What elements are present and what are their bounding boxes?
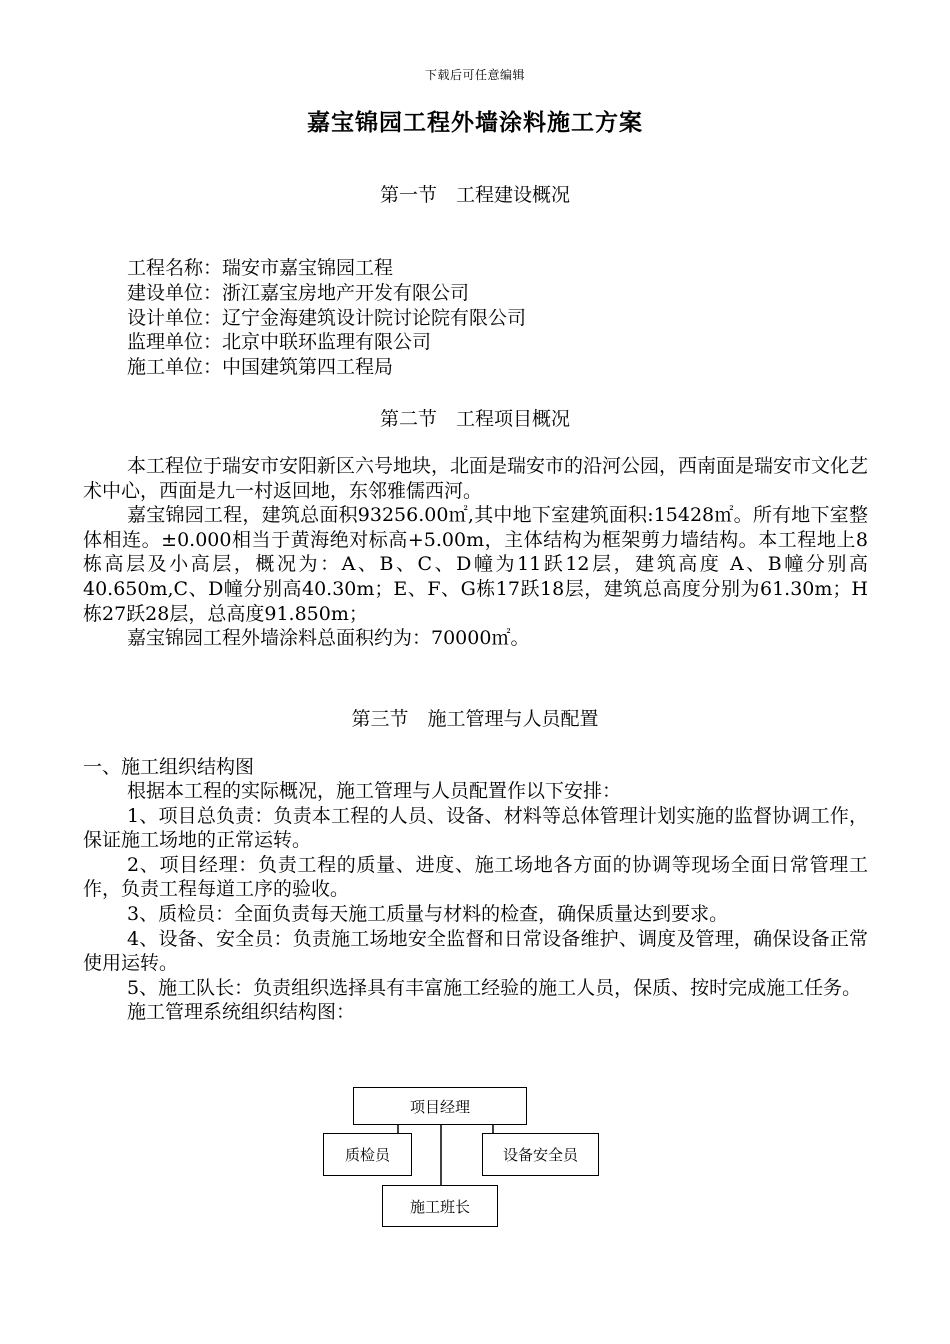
role-safety-officer: 4、设备、安全员：负责施工场地安全监督和日常设备维护、调度及管理，确保设备正常使用运转。 [83, 927, 868, 975]
org-box-safety-officer: 设备安全员 [482, 1133, 599, 1176]
coating-area-paragraph: 嘉宝锦园工程外墙涂料总面积约为：70000㎡。 [127, 627, 530, 650]
section3-subheading: 一、施工组织结构图 [83, 756, 255, 778]
overview-paragraph: 嘉宝锦园工程，建筑总面积93256.00㎡,其中地下室建筑面积:15428㎡。所有地下室整体相连。±0.000相当于黄海绝对标高+5.00m，主体结构为框架剪力墙结构。本工程地上8栋高层及小高层，概况为：A、B、C、D幢为11跃12层，建筑高度 A、B幢分别高40.650m,C、D幢分别高40.30m；E、F、G栋17跃18层，建筑总高度分别为61.30m；H栋27跃28层，总高度91.850m； [83, 504, 868, 625]
construction-unit: 建设单位：浙江嘉宝房地产开发有限公司 [127, 282, 470, 304]
project-name: 工程名称：瑞安市嘉宝锦园工程 [127, 257, 394, 279]
section1-heading: 第一节 工程建设概况 [379, 184, 570, 206]
section2-heading: 第二节 工程项目概况 [379, 408, 570, 430]
header-note: 下载后可任意编辑 [424, 68, 525, 82]
role-project-manager: 2、项目经理：负责工程的质量、进度、施工场地各方面的协调等现场全面日常管理工作，负责工程每道工序的验收。 [83, 853, 868, 901]
arrangement-intro: 根据本工程的实际概况，施工管理与人员配置作以下安排： [127, 780, 622, 802]
document-title: 嘉宝锦园工程外墙涂料施工方案 [307, 109, 643, 136]
role-team-leader: 5、施工队长：负责组织选择具有丰富施工经验的施工人员，保质、按时完成施工任务。 [127, 976, 862, 999]
role-quality-inspector: 3、质检员：全面负责每天施工质量与材料的检查，确保质量达到要求。 [127, 902, 729, 925]
design-unit: 设计单位：辽宁金海建筑设计院讨论院有限公司 [127, 307, 527, 329]
org-chart-caption: 施工管理系统组织结构图： [127, 1001, 356, 1024]
role-project-head: 1、项目总负责：负责本工程的人员、设备、材料等总体管理计划实施的监督协调工作，保证施工场地的正常运转。 [83, 804, 868, 852]
org-box-team-leader: 施工班长 [382, 1185, 498, 1227]
section3-heading: 第三节 施工管理与人员配置 [351, 708, 599, 730]
location-paragraph: 本工程位于瑞安市安阳新区六号地块，北面是瑞安市的沿河公园，西南面是瑞安市文化艺术中心，西面是九一村返回地，东邻雅儒西河。 [83, 455, 869, 502]
contractor-unit: 施工单位：中国建筑第四工程局 [127, 356, 394, 378]
org-box-quality-inspector: 质检员 [323, 1133, 412, 1176]
supervision-unit: 监理单位：北京中联环监理有限公司 [127, 331, 432, 353]
org-box-project-manager: 项目经理 [353, 1087, 527, 1125]
